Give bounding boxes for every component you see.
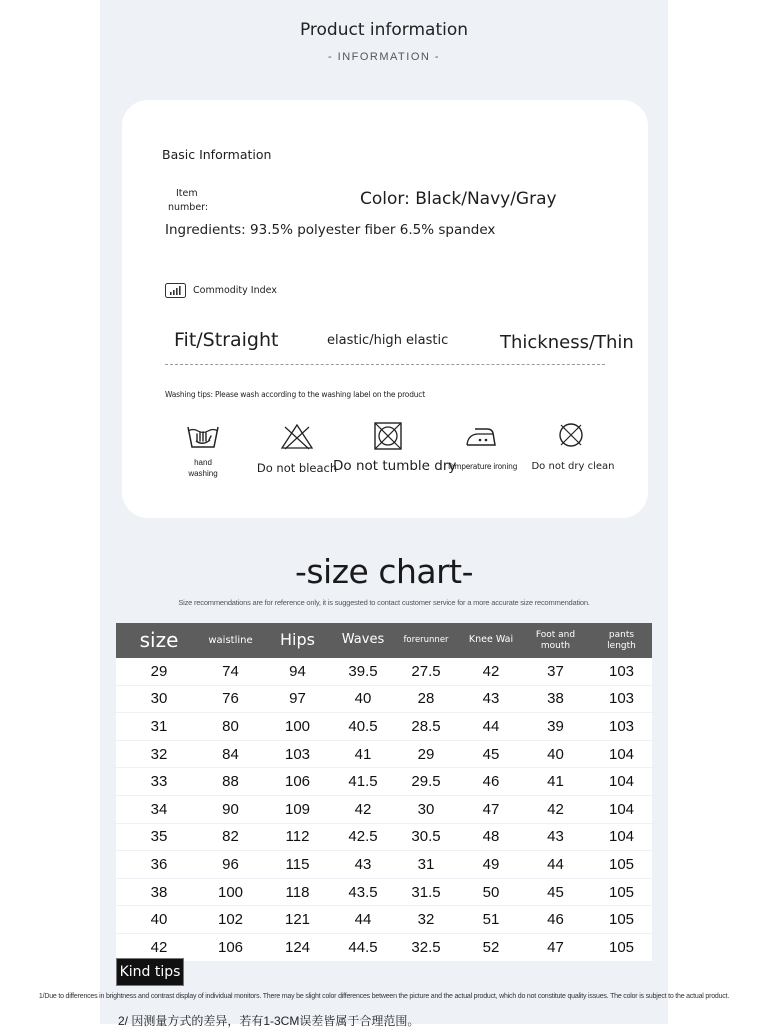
table-cell: 47: [462, 795, 520, 823]
table-cell: 104: [591, 823, 652, 851]
table-cell: 28.5: [390, 713, 462, 741]
elastic-value: elastic/high elastic: [327, 333, 449, 348]
table-row: [116, 685, 652, 713]
basic-info-heading: Basic Information: [162, 147, 272, 162]
table-cell: 105: [591, 933, 652, 960]
header-pants-length-line1: pants: [608, 630, 635, 641]
divider: [165, 364, 605, 365]
ingredients-info: Ingredients: 93.5% polyester fiber 6.5% spandex: [165, 222, 496, 238]
table-cell: 44: [462, 713, 520, 741]
table-row: [116, 878, 652, 906]
header-foot-mouth-line1: Foot and: [535, 630, 576, 641]
page-title: Product information: [299, 20, 469, 40]
table-cell: 42: [336, 795, 390, 823]
table-cell: 50: [462, 878, 520, 906]
table-cell: 106: [202, 933, 259, 960]
table-cell: 105: [591, 878, 652, 906]
table-cell: 46: [462, 768, 520, 796]
table-cell: 80: [202, 713, 259, 741]
table-cell: 47: [520, 933, 591, 960]
table-cell: 31.5: [390, 878, 462, 906]
table-cell: 40: [336, 685, 390, 713]
table-cell: 112: [259, 823, 336, 851]
tips-line-2: 2/ 因测量方式的差异，若有1-3CM误差皆属于合理范围。: [118, 1014, 420, 1028]
table-cell: 41: [520, 768, 591, 796]
header-forerunner: forerunner: [390, 623, 462, 658]
tips-line-1: 1/Due to differences in brightness and contrast display of individual monitors. There may be slight color differences between the picture and the actual product, which do not constitute quality issues. The color is subject to the actual product.: [38, 993, 730, 1000]
table-cell: 44.5: [336, 933, 390, 960]
table-cell: 29: [150, 662, 168, 680]
size-chart-note: Size recommendations are for reference only, it is suggested to contact customer service for a more accurate size recommendation.: [178, 598, 590, 607]
table-cell: 29.5: [390, 768, 462, 796]
table-cell: 104: [591, 768, 652, 796]
size-table: [116, 623, 652, 961]
table-cell: 46: [520, 906, 591, 934]
kind-tips-badge: Kind tips: [116, 958, 184, 986]
table-cell: 32: [390, 906, 462, 934]
table-cell: 29: [390, 740, 462, 768]
table-cell: 31: [390, 851, 462, 879]
table-cell: 42: [116, 933, 202, 960]
hand-wash-icon: [185, 421, 221, 451]
table-cell: 42: [520, 795, 591, 823]
table-cell: 30.5: [390, 823, 462, 851]
table-cell: 49: [462, 851, 520, 879]
table-cell: 30: [390, 795, 462, 823]
table-cell: 51: [462, 906, 520, 934]
table-cell: 115: [259, 851, 336, 879]
page-subtitle: - INFORMATION -: [327, 51, 441, 63]
table-cell: 39: [520, 713, 591, 741]
table-cell: 43: [336, 851, 390, 879]
table-row: [116, 906, 652, 934]
table-cell: 32.5: [390, 933, 462, 960]
table-cell: 104: [591, 795, 652, 823]
table-cell: 40: [520, 740, 591, 768]
table-cell: 100: [259, 713, 336, 741]
table-cell: 90: [202, 795, 259, 823]
table-cell: 27.5: [411, 662, 441, 680]
table-cell: 40.5: [336, 713, 390, 741]
no-dry-clean-label: Do not dry clean: [531, 461, 615, 472]
table-cell: 105: [591, 906, 652, 934]
thickness-value: Thickness/Thin: [500, 332, 634, 353]
table-cell: 94: [289, 662, 306, 680]
header-size: size: [116, 623, 202, 658]
header-knee: Knee Wai: [462, 623, 520, 658]
table-cell: 109: [259, 795, 336, 823]
no-tumble-dry-icon: [370, 421, 406, 451]
table-cell: 103: [591, 713, 652, 741]
table-row: [116, 740, 652, 768]
table-cell: 36: [116, 851, 202, 879]
size-table-header: [116, 623, 652, 658]
table-cell: 103: [608, 662, 635, 680]
table-cell: 45: [462, 740, 520, 768]
table-cell: 124: [259, 933, 336, 960]
header-foot-mouth: [520, 623, 591, 658]
table-cell: 104: [591, 740, 652, 768]
no-tumble-dry-label: Do not tumble dry: [333, 458, 457, 474]
table-cell: 41: [336, 740, 390, 768]
table-cell: 30: [116, 685, 202, 713]
table-cell: 100: [202, 878, 259, 906]
table-cell: 106: [259, 768, 336, 796]
table-cell: 31: [116, 713, 202, 741]
table-cell: 74: [222, 662, 239, 680]
table-row: [116, 851, 652, 879]
table-cell: 40: [116, 906, 202, 934]
table-cell: 42.5: [336, 823, 390, 851]
washing-tip: Washing tips: Please wash according to the washing label on the product: [165, 390, 425, 399]
commodity-heading: Commodity Index: [193, 285, 277, 296]
table-cell: 84: [202, 740, 259, 768]
item-label-line1: Item: [176, 188, 198, 199]
table-cell: 44: [520, 851, 591, 879]
table-cell: 33: [116, 768, 202, 796]
size-table-body: [116, 658, 652, 961]
table-cell: 41.5: [336, 768, 390, 796]
table-cell: 76: [202, 685, 259, 713]
table-cell: 35: [116, 823, 202, 851]
info-card: [122, 100, 648, 518]
iron-label: Temperature ironing: [446, 462, 518, 471]
color-info: Color: Black/Navy/Gray: [360, 189, 557, 209]
table-row: [116, 768, 652, 796]
table-cell: 102: [202, 906, 259, 934]
item-label-line2: number:: [168, 202, 209, 213]
table-cell: 32: [116, 740, 202, 768]
table-cell: 45: [520, 878, 591, 906]
header-waves: Waves: [336, 623, 390, 658]
table-cell: 34: [116, 795, 202, 823]
table-cell: 121: [259, 906, 336, 934]
table-row: [116, 713, 652, 741]
no-bleach-label: Do not bleach: [256, 461, 338, 475]
table-cell: 43: [520, 823, 591, 851]
hand-wash-label-line2: washing: [188, 469, 218, 478]
table-cell: 38: [116, 878, 202, 906]
table-cell: 118: [259, 878, 336, 906]
header-hips: Hips: [259, 623, 336, 658]
hand-wash-label: [173, 457, 233, 479]
table-cell: 28: [390, 685, 462, 713]
no-bleach-icon: [279, 421, 315, 451]
size-chart-title: -size chart-: [294, 552, 474, 591]
table-row: [116, 658, 652, 685]
table-cell: 103: [259, 740, 336, 768]
table-cell: 82: [202, 823, 259, 851]
iron-icon: [463, 421, 499, 451]
table-cell: 97: [259, 685, 336, 713]
hand-wash-label-line1: hand: [194, 458, 212, 467]
table-cell: 52: [462, 933, 520, 960]
bar-chart-icon: [165, 283, 186, 298]
table-cell: 44: [336, 906, 390, 934]
table-cell: 103: [591, 685, 652, 713]
table-cell: 43: [462, 685, 520, 713]
fit-value: Fit/Straight: [174, 329, 279, 351]
table-cell: 43.5: [336, 878, 390, 906]
table-cell: 96: [202, 851, 259, 879]
no-dry-clean-icon: [553, 421, 589, 451]
table-cell: 38: [520, 685, 591, 713]
table-cell: 105: [591, 851, 652, 879]
header-waistline: waistline: [202, 623, 259, 658]
table-cell: 48: [462, 823, 520, 851]
table-cell: 37: [547, 662, 564, 680]
table-row: [116, 933, 652, 960]
table-cell: 88: [202, 768, 259, 796]
header-pants-length: [591, 623, 652, 658]
header-pants-length-line2: length: [607, 640, 636, 651]
header-foot-mouth-line2: mouth: [540, 640, 571, 651]
table-row: [116, 795, 652, 823]
table-row: [116, 823, 652, 851]
table-cell: 39.5: [348, 662, 378, 680]
table-cell: 42: [482, 662, 500, 680]
